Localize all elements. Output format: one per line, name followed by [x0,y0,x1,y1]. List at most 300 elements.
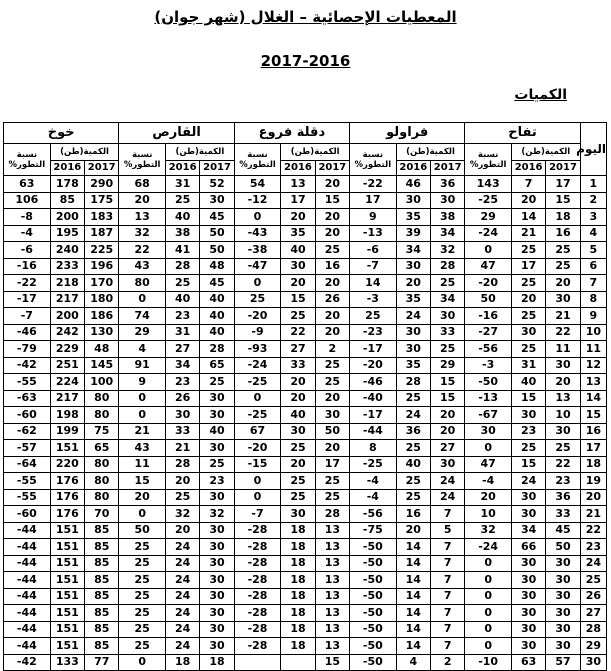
rate-cell: 44- [4,522,51,539]
quantity-cell: 151 [50,638,84,655]
quantity-cell: 29 [430,357,464,374]
quantity-cell: 32 [430,242,464,259]
year-header: 2017 [200,161,234,176]
quantity-cell: 7 [430,621,464,638]
rate-cell: 28- [234,638,281,655]
quantity-cell: 242 [50,324,84,341]
quantity-cell: 17 [511,258,545,275]
quantity-cell: 15 [281,291,315,308]
table-row [4,539,607,556]
rate-cell: 12- [234,192,281,209]
quantity-cell: 2 [315,341,349,358]
table-row [4,275,607,292]
quantity-cell: 25 [546,242,580,259]
quantity-cell: 34 [511,522,545,539]
rate-cell: 22 [119,242,166,259]
rate-cell: 57- [4,440,51,457]
quantity-cell: 7 [430,605,464,622]
year-header: 2017 [430,161,464,176]
quantity-cell: 100 [85,374,119,391]
table-row [4,506,607,523]
rate-cell: 7- [4,308,51,325]
quantity-cell: 30 [511,621,545,638]
rate-cell: 0 [465,242,512,259]
quantity-cell: 176 [50,506,84,523]
rate-cell: 0 [234,489,281,506]
quantity-cell: 20 [281,390,315,407]
quantity-cell: 20 [281,374,315,391]
quantity-cell: 145 [85,357,119,374]
quantity-cell: 66 [511,539,545,556]
quantity-cell: 25 [200,456,234,473]
quantity-cell: 30 [511,605,545,622]
quantity-cell: 50 [546,539,580,556]
quantity-cell: 36 [546,489,580,506]
quantity-cell: 24 [165,621,199,638]
rate-cell: 40- [350,390,397,407]
quantity-cell: 34 [430,225,464,242]
quantity-cell: 85 [85,605,119,622]
rate-cell: 24- [465,539,512,556]
quantity-cell: 178 [50,176,84,193]
quantity-cell: 290 [85,176,119,193]
rate-cell: 47 [465,258,512,275]
quantity-cell: 130 [85,324,119,341]
rate-cell: 28- [234,588,281,605]
rate-cell: 50- [350,539,397,556]
qty-header: الكمية(طن) [396,144,465,161]
quantity-cell: 34 [165,357,199,374]
quantity-cell: 18 [281,555,315,572]
rate-cell: 50- [350,605,397,622]
quantity-cell: 24 [396,308,430,325]
rate-cell: 67- [465,407,512,424]
rate-cell: 7- [350,258,397,275]
year-header: 2016 [165,161,199,176]
rate-cell: 63 [4,176,51,193]
day-cell: 20 [580,489,606,506]
quantity-cell: 85 [85,621,119,638]
rate-cell: 55- [4,473,51,490]
quantity-cell: 85 [85,588,119,605]
quantity-cell: 30 [165,407,199,424]
day-cell: 25 [580,572,606,589]
quantity-cell: 14 [396,621,430,638]
quantity-cell: 151 [50,588,84,605]
day-cell: 21 [580,506,606,523]
rate-cell: 3- [350,291,397,308]
quantity-cell: 28 [165,258,199,275]
quantity-cell: 224 [50,374,84,391]
day-cell: 2 [580,192,606,209]
rate-cell: 20- [234,308,281,325]
quantity-cell: 15 [430,390,464,407]
table-row [4,225,607,242]
quantity-cell: 24 [511,473,545,490]
quantity-cell: 25 [396,473,430,490]
rate-cell: 27- [465,324,512,341]
rate-cell: 38- [234,242,281,259]
quantity-cell: 23 [200,473,234,490]
quantity-cell: 35 [396,209,430,226]
quantity-cell: 45 [200,209,234,226]
quantity-cell: 23 [546,473,580,490]
day-header: اليوم [580,123,606,176]
rate-cell: 32 [119,225,166,242]
quantity-cell: 52 [200,176,234,193]
quantity-cell: 18 [165,654,199,671]
quantity-cell: 14 [396,555,430,572]
quantity-cell: 24 [430,473,464,490]
rate-cell: 4- [350,473,397,490]
year-header-row [4,161,607,176]
rate-cell: 4- [465,473,512,490]
quantity-cell: 28 [165,456,199,473]
rate-cell: 44- [4,555,51,572]
quantity-cell: 30 [396,192,430,209]
rate-cell: 25- [234,374,281,391]
quantity-cell: 31 [165,176,199,193]
rate-cell: 28- [234,621,281,638]
quantity-cell: 23 [165,374,199,391]
quantity-cell: 7 [430,588,464,605]
quantity-cell: 30 [315,407,349,424]
quantity-cell: 21 [546,308,580,325]
quantity-cell: 77 [85,654,119,671]
table-row [4,291,607,308]
day-cell: 11 [580,341,606,358]
quantity-cell: 30 [200,605,234,622]
rate-cell: 46- [350,374,397,391]
quantity-cell: 22 [281,324,315,341]
rate-cell: 25 [119,572,166,589]
quantity-cell: 7 [430,638,464,655]
quantity-cell: 32 [200,506,234,523]
rate-cell: 0 [119,407,166,424]
quantity-cell: 30 [281,258,315,275]
rate-cell: 20 [119,489,166,506]
quantity-cell: 26 [165,390,199,407]
quantity-cell: 25 [396,440,430,457]
quantity-cell: 21 [511,225,545,242]
quantity-cell: 15 [430,374,464,391]
quantity-cell: 30 [200,407,234,424]
day-cell: 17 [580,440,606,457]
rate-cell: 0 [465,440,512,457]
rate-cell: 17- [350,407,397,424]
table-row [4,308,607,325]
rate-cell: 29 [465,209,512,226]
rate-cell: 50 [119,522,166,539]
rate-cell: 20- [465,275,512,292]
product-header: فراولو [350,123,465,144]
day-cell: 12 [580,357,606,374]
quantity-cell: 25 [546,440,580,457]
quantity-cell: 30 [396,341,430,358]
quantity-cell: 199 [50,423,84,440]
product-header: القارص [119,123,234,144]
quantity-cell: 4 [396,654,430,671]
quantity-cell: 30 [200,588,234,605]
quantity-cell: 33 [165,423,199,440]
quantity-cell: 151 [50,621,84,638]
quantity-cell: 25 [430,341,464,358]
rate-cell: 20- [234,440,281,457]
rate-cell: 0 [465,588,512,605]
table-row [4,638,607,655]
rate-cell: 8- [4,209,51,226]
rate-cell: 24- [234,357,281,374]
quantity-cell: 18 [200,654,234,671]
table-row [4,242,607,259]
quantity-cell: 14 [396,638,430,655]
rate-cell: 4- [4,225,51,242]
quantity-cell: 25 [315,242,349,259]
quantity-cell: 30 [200,572,234,589]
quantity-cell: 34 [396,242,430,259]
rate-cell: 15 [119,473,166,490]
quantity-cell: 20 [511,192,545,209]
quantity-cell: 25 [165,192,199,209]
quantity-cell: 7 [430,506,464,523]
quantity-cell: 151 [50,555,84,572]
rate-cell: 22- [4,275,51,292]
rate-cell: 44- [350,423,397,440]
quantity-cell: 85 [85,638,119,655]
quantity-cell: 30 [546,423,580,440]
quantity-cell: 22 [546,324,580,341]
quantity-cell: 85 [85,539,119,556]
quantity-cell: 24 [396,407,430,424]
rate-cell: 21 [119,423,166,440]
rate-cell: 28- [234,572,281,589]
quantity-cell: 217 [50,390,84,407]
quantity-cell: 18 [281,572,315,589]
rate-cell: 15- [234,456,281,473]
quantity-cell: 31 [165,324,199,341]
day-cell: 15 [580,407,606,424]
quantity-cell: 30 [430,456,464,473]
quantity-cell: 25 [430,275,464,292]
day-cell: 16 [580,423,606,440]
quantity-cell: 30 [281,506,315,523]
quantity-cell: 30 [511,555,545,572]
quantity-cell: 35 [396,357,430,374]
quantity-cell: 13 [546,390,580,407]
rate-cell: 25 [234,291,281,308]
quantity-cell: 65 [200,357,234,374]
quantity-cell: 33 [430,324,464,341]
quantity-cell: 40 [200,423,234,440]
rate-cell: 16- [465,308,512,325]
quantity-cell: 25 [396,489,430,506]
quantity-cell: 30 [281,423,315,440]
quantity-cell: 23 [165,308,199,325]
rate-cell: 62- [4,423,51,440]
quantity-cell: 25 [546,258,580,275]
rate-cell: 25- [465,192,512,209]
rate-cell: 13 [119,209,166,226]
quantity-cell: 20 [315,275,349,292]
rate-cell: 28- [234,539,281,556]
day-cell: 4 [580,225,606,242]
quantity-cell: 40 [200,324,234,341]
quantity-cell: 195 [50,225,84,242]
quantity-cell: 30 [200,638,234,655]
table-row [4,473,607,490]
year-header: 2017 [85,161,119,176]
quantity-cell: 17 [315,456,349,473]
quantity-cell: 20 [281,456,315,473]
rate-cell: 20 [465,489,512,506]
rate-header: نسبة التطور% [119,144,166,176]
quantity-cell: 240 [50,242,84,259]
rate-cell: 0 [119,506,166,523]
rate-cell: 106 [4,192,51,209]
quantity-cell: 151 [50,440,84,457]
rate-cell: 9- [234,324,281,341]
quantity-cell: 40 [200,291,234,308]
rate-cell: 22- [350,176,397,193]
quantity-cell: 20 [281,275,315,292]
quantity-cell: 30 [546,357,580,374]
day-cell: 19 [580,473,606,490]
rate-cell: 64- [4,456,51,473]
quantity-cell: 18 [281,588,315,605]
rate-cell: 25 [119,621,166,638]
quantity-cell: 30 [200,192,234,209]
quantity-cell: 30 [511,324,545,341]
quantity-cell: 40 [165,291,199,308]
quantity-cell: 25 [511,275,545,292]
quantity-cell: 170 [85,275,119,292]
quantity-cell: 186 [85,308,119,325]
quantity-cell: 50 [315,423,349,440]
year-header: 2016 [50,161,84,176]
quantity-cell: 30 [511,588,545,605]
product-header: خوخ [4,123,119,144]
quantity-cell: 36 [430,176,464,193]
quantity-cell: 38 [430,209,464,226]
quantity-cell: 18 [281,638,315,655]
day-cell: 5 [580,242,606,259]
quantity-cell: 176 [50,473,84,490]
table-body [4,176,607,671]
quantity-cell: 25 [315,489,349,506]
day-cell: 8 [580,291,606,308]
quantity-cell: 251 [50,357,84,374]
quantity-cell: 40 [511,374,545,391]
rate-cell: 80 [119,275,166,292]
quantity-cell: 13 [315,555,349,572]
rate-cell: 67 [234,423,281,440]
quantity-cell: 25 [315,357,349,374]
quantity-cell: 30 [511,407,545,424]
rate-cell: 60- [4,506,51,523]
quantity-cell: 14 [396,572,430,589]
quantity-cell: 20 [315,209,349,226]
rate-cell: 46- [4,324,51,341]
quantity-cell: 13 [315,588,349,605]
year-header: 2017 [315,161,349,176]
quantity-cell: 40 [200,308,234,325]
rate-cell: 9 [350,209,397,226]
quantity-cell: 198 [50,407,84,424]
rate-cell: 32 [465,522,512,539]
qty-header: الكمية(طن) [281,144,350,161]
table-row [4,572,607,589]
quantity-cell: 33 [546,506,580,523]
rate-cell: 0 [119,390,166,407]
quantity-cell: 26 [315,291,349,308]
quantity-cell: 85 [50,192,84,209]
quantity-cell: 20 [430,407,464,424]
quantity-cell: 40 [396,456,430,473]
rate-cell: 0 [234,275,281,292]
quantity-cell: 25 [511,242,545,259]
quantity-cell: 20 [281,209,315,226]
table-row [4,390,607,407]
quantity-cell: 85 [85,555,119,572]
quantity-cell: 13 [281,176,315,193]
rate-cell: 28- [234,522,281,539]
quantity-cell: 30 [200,390,234,407]
quantity-cell: 13 [315,539,349,556]
day-cell: 29 [580,638,606,655]
rate-cell: 50- [350,654,397,671]
quantity-cell: 24 [165,555,199,572]
table-row [4,605,607,622]
rate-cell [234,654,281,671]
quantity-cell: 13 [315,638,349,655]
quantity-cell [281,654,315,671]
quantity-cell: 13 [315,572,349,589]
rate-cell: 56- [465,341,512,358]
product-header: تفاح [465,123,580,144]
rate-cell: 13- [350,225,397,242]
rate-cell: 4- [350,489,397,506]
table-row [4,209,607,226]
quantity-cell: 30 [200,522,234,539]
quantity-cell: 50 [200,225,234,242]
quantity-cell: 30 [200,539,234,556]
product-header: دقلة فروع [234,123,349,144]
quantity-cell: 80 [85,407,119,424]
rate-cell: 29 [119,324,166,341]
day-cell: 22 [580,522,606,539]
rate-header: نسبة التطور% [465,144,512,176]
quantity-cell: 13 [315,605,349,622]
rate-cell: 74 [119,308,166,325]
rate-cell: 50- [350,638,397,655]
rate-cell: 25 [119,605,166,622]
day-cell: 13 [580,374,606,391]
table-row [4,456,607,473]
rate-cell: 50- [350,555,397,572]
rate-cell: 44- [4,605,51,622]
rate-cell: 14 [350,275,397,292]
day-cell: 28 [580,621,606,638]
quantity-cell: 16 [546,225,580,242]
quantity-cell: 30 [430,308,464,325]
quantity-cell: 18 [281,522,315,539]
year-header: 2016 [511,161,545,176]
rate-cell: 42- [4,654,51,671]
day-cell: 7 [580,275,606,292]
quantity-cell: 30 [546,291,580,308]
quantity-cell: 46 [396,176,430,193]
quantity-cell: 17 [281,192,315,209]
